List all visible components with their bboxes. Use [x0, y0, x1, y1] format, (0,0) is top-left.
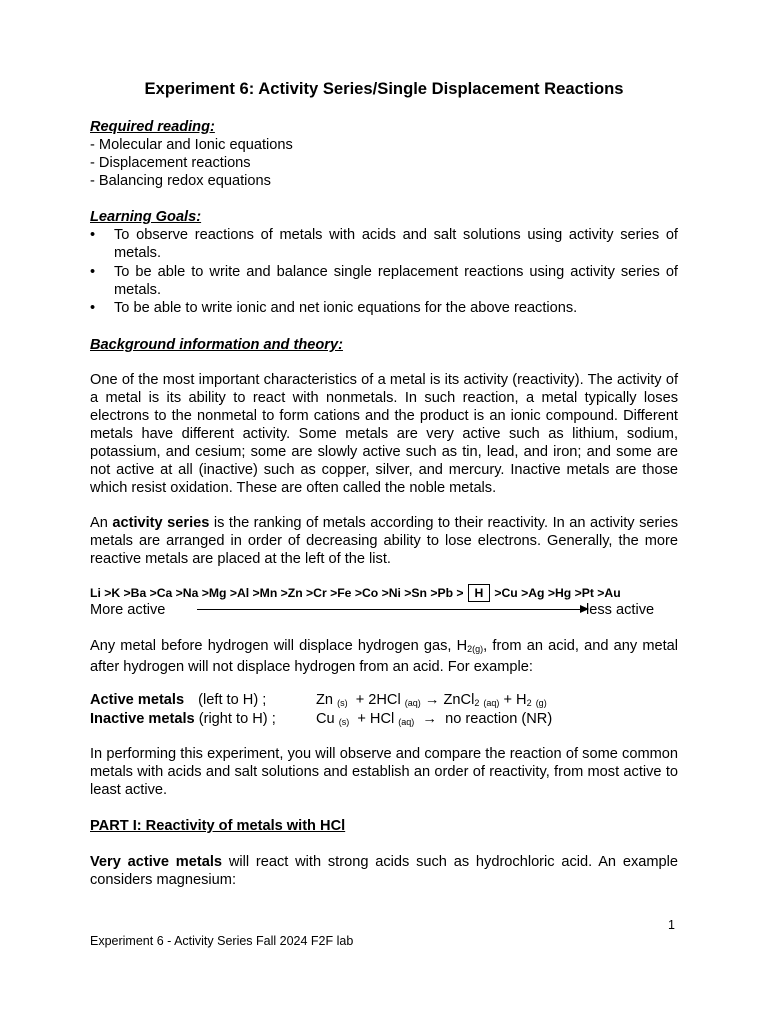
- state: (g): [535, 698, 547, 708]
- paragraph-text: An: [90, 515, 113, 531]
- active-equation: [316, 691, 547, 712]
- paragraph-text: is the ranking of metals according to their reactivity. In an activity series metals are arranged in order of decreasing ability to lose electrons. Generally, the more reactive metals are placed at the left of the list.: [90, 515, 679, 567]
- background-heading: Background information and theory:: [90, 337, 343, 353]
- bullet-icon: •: [90, 264, 96, 280]
- inactive-equation: [316, 710, 552, 731]
- reaction-arrow-icon: →: [422, 711, 438, 727]
- more-active-label: More active: [90, 602, 166, 618]
- page-number: 1: [668, 918, 675, 932]
- activity-series-list: [90, 584, 621, 602]
- paragraph-text: will react with strong acids such as hydrochloric acid. An example considers magnesium:: [90, 854, 678, 888]
- background-paragraph: One of the most important characteristics of a metal is its activity (reactivity). The activity of a metal is its ability to react with nonmetals. In such reaction, a metal typically loses electrons to the nonmetal to form cations and the product is an ionic compound. Different metals have different activity. Some metals are very active such as lithium, sodium, potassium, and cesium; some are slowly active such as tin, lead, and iron; and some are not active at all (inactive) such as copper, silver, and mercury. Inactive metals are those which resist oxidation. These are often called the noble metals.: [90, 372, 678, 496]
- reactant: + HCl: [357, 711, 395, 727]
- activity-arrow-line: [197, 609, 583, 610]
- state: (s): [338, 717, 350, 727]
- goal-item: [90, 263, 678, 299]
- state: (aq): [398, 717, 415, 727]
- inactive-metals-label: Inactive metals: [90, 711, 195, 727]
- goal-text: To observe reactions of metals with acids and salt solutions using activity series of metals.: [114, 227, 678, 261]
- hydrogen-paragraph: [90, 637, 678, 676]
- state: (aq): [483, 698, 500, 708]
- inactive-metals-note: (right to H) ;: [198, 711, 276, 727]
- reactant: + 2HCl: [355, 692, 401, 708]
- subscript: 2: [526, 698, 532, 708]
- active-metals-row: [90, 691, 266, 709]
- goal-item: [90, 226, 678, 262]
- state: (s): [337, 698, 348, 708]
- reaction-arrow-icon: →: [424, 692, 440, 708]
- part1-heading: PART I: Reactivity of metals with HCl: [90, 818, 346, 834]
- required-reading-heading: Required reading:: [90, 119, 215, 135]
- hydrogen-box: H: [468, 584, 491, 602]
- performing-paragraph: In performing this experiment, you will observe and compare the reaction of some common metals with acids and salt solutions and establish an order of reactivity, from most active to least active.: [90, 746, 678, 798]
- footer-text: Experiment 6 - Activity Series Fall 2024 F2F lab: [90, 934, 354, 948]
- inactive-metals-row: [90, 710, 276, 728]
- product: no reaction (NR): [445, 711, 553, 727]
- reactant: Cu: [316, 711, 335, 727]
- paragraph-text: Any metal before hydrogen will displace hydrogen gas, H: [90, 638, 468, 654]
- activity-series-paragraph: [90, 514, 678, 568]
- paragraph-text: , from an acid, and any metal after hydrogen will not displace hydrogen from an acid. For example:: [90, 638, 679, 675]
- goal-text: To be able to write ionic and net ionic equations for the above reactions.: [114, 300, 578, 316]
- very-active-term: Very active metals: [90, 854, 223, 870]
- active-metals-label: Active metals: [90, 692, 185, 708]
- bullet-icon: •: [90, 227, 96, 243]
- subscript: 2: [474, 698, 480, 708]
- page-title: Experiment 6: Activity Series/Single Displacement Reactions: [144, 79, 624, 98]
- reactant: Zn: [316, 692, 334, 708]
- reading-item: - Molecular and Ionic equations: [90, 137, 293, 153]
- goal-item: [90, 299, 678, 317]
- reading-item: - Displacement reactions: [90, 155, 251, 171]
- series-before-h: Li >K >Ba >Ca >Na >Mg >Al >Mn >Zn >Cr >Fe >Co >Ni >Sn >Pb >: [90, 586, 464, 600]
- part1-paragraph: [90, 853, 678, 889]
- less-active-label: less active: [586, 602, 655, 618]
- product: + H: [503, 692, 527, 708]
- state: (aq): [404, 698, 421, 708]
- series-after-h: >Cu >Ag >Hg >Pt >Au: [494, 586, 621, 600]
- goal-text: To be able to write and balance single replacement reactions using activity series of metals.: [114, 264, 678, 298]
- required-reading-section: [90, 118, 293, 190]
- active-metals-note: (left to H) ;: [198, 692, 267, 708]
- learning-goals-heading: Learning Goals:: [90, 209, 202, 225]
- subscript: 2(g): [467, 644, 484, 654]
- activity-series-term: activity series: [112, 515, 210, 531]
- bullet-icon: •: [90, 300, 96, 316]
- reading-item: - Balancing redox equations: [90, 173, 271, 189]
- product: ZnCl: [443, 692, 475, 708]
